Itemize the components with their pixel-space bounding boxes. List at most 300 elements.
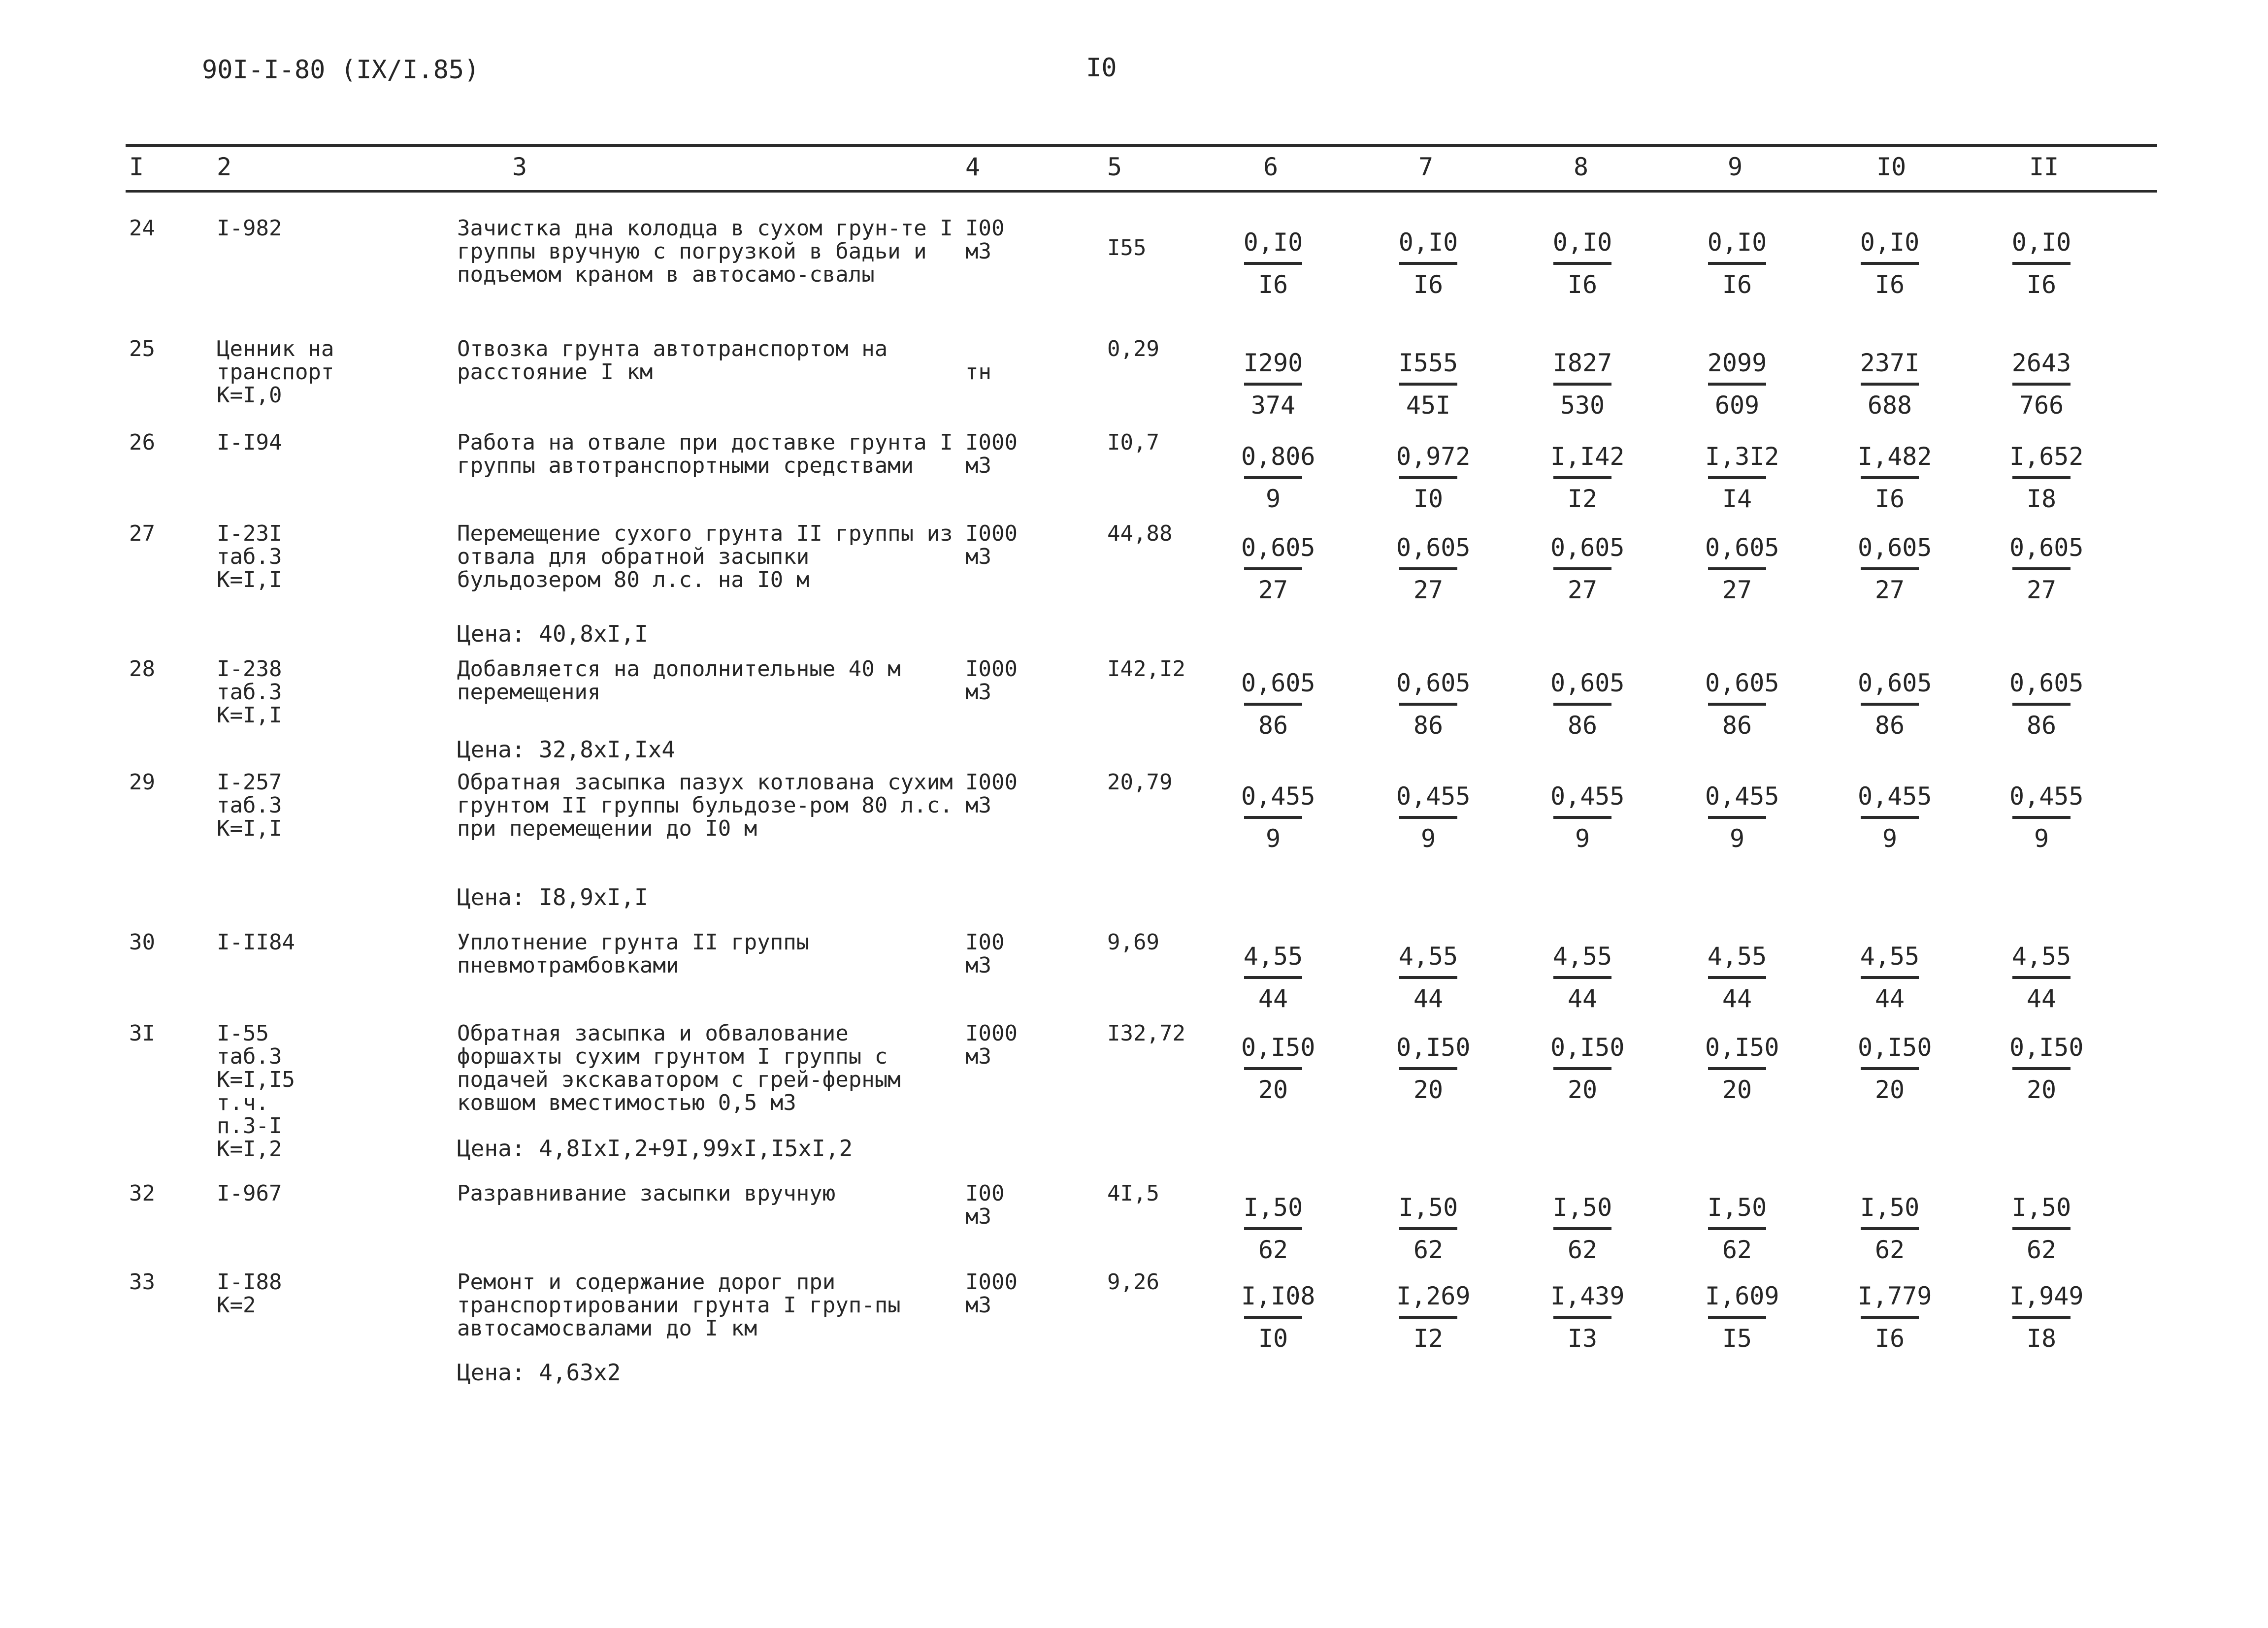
- fraction-value: [1241, 533, 1315, 604]
- fraction-denominator: 44: [1722, 984, 1752, 1013]
- fraction-numerator: 4,55: [1552, 942, 1612, 971]
- fraction-bar: [1244, 1227, 1302, 1230]
- norm-code: I-I88 К=2: [217, 1270, 282, 1318]
- fraction-numerator: I,609: [1705, 1282, 1779, 1310]
- fraction-numerator: 0,605: [1550, 533, 1625, 562]
- fraction-numerator: 0,605: [1705, 669, 1779, 697]
- fraction-value: [1396, 349, 1460, 419]
- fraction-bar: [1244, 476, 1302, 479]
- fraction-numerator: 0,605: [1858, 669, 1932, 697]
- fraction-value: [1241, 442, 1315, 513]
- fraction-denominator: 9: [1729, 824, 1745, 853]
- price-note: Цена: 40,8хI,I: [457, 620, 648, 647]
- fraction-value: [1705, 442, 1779, 513]
- fraction-value: [2009, 349, 2073, 419]
- fraction-numerator: 0,I0: [1707, 228, 1767, 257]
- fraction-denominator: 86: [2026, 711, 2057, 740]
- fraction-numerator: 0,605: [1396, 533, 1471, 562]
- column-header: 3: [512, 153, 527, 181]
- column-header: 9: [1728, 153, 1743, 181]
- unit: I000 м3: [965, 770, 1018, 818]
- unit: I00 м3: [965, 930, 1005, 978]
- column-header: 2: [217, 153, 232, 181]
- fraction-bar: [1708, 1316, 1766, 1319]
- fraction-value: [1705, 349, 1769, 419]
- fraction-value: [1705, 533, 1779, 604]
- fraction-numerator: 0,I50: [2009, 1033, 2084, 1062]
- fraction-numerator: 0,455: [1705, 782, 1779, 811]
- column-header: 4: [965, 153, 981, 181]
- fraction-value: [1705, 1033, 1779, 1104]
- fraction-denominator: 62: [1567, 1236, 1598, 1264]
- price-note: Цена: 4,8IхI,2+9I,99хI,I5хI,2: [457, 1135, 853, 1162]
- fraction-denominator: 20: [1258, 1075, 1288, 1104]
- row-number: 32: [129, 1181, 155, 1206]
- fraction-value: [1705, 1282, 1779, 1353]
- fraction-denominator: 86: [1874, 711, 1905, 740]
- fraction-value: [1705, 1194, 1769, 1264]
- fraction-value: [1550, 349, 1614, 419]
- column-header: 5: [1107, 153, 1122, 181]
- fraction-value: [1396, 228, 1460, 298]
- fraction-value: [1550, 533, 1625, 604]
- norm-code: I-23I таб.3 К=I,I: [217, 521, 282, 592]
- fraction-denominator: 44: [2026, 984, 2057, 1013]
- fraction-numerator: 0,I50: [1241, 1033, 1315, 1062]
- fraction-denominator: 20: [1413, 1075, 1444, 1104]
- fraction-numerator: I,439: [1550, 1282, 1625, 1310]
- fraction-value: [1241, 1282, 1315, 1353]
- fraction-bar: [1708, 262, 1766, 265]
- fraction-numerator: 237I: [1860, 349, 1920, 377]
- fraction-bar: [1244, 383, 1302, 386]
- fraction-denominator: 86: [1722, 711, 1752, 740]
- fraction-numerator: 0,I0: [1398, 228, 1458, 257]
- fraction-bar: [1244, 976, 1302, 979]
- fraction-bar: [1399, 1316, 1457, 1319]
- fraction-numerator: I,269: [1396, 1282, 1471, 1310]
- fraction-numerator: 0,I0: [1552, 228, 1612, 257]
- column-header: 8: [1574, 153, 1589, 181]
- fraction-bar: [2012, 703, 2071, 706]
- fraction-bar: [1244, 1067, 1302, 1070]
- fraction-bar: [1861, 1067, 1919, 1070]
- column-header: II: [2029, 153, 2059, 181]
- fraction-value: [1858, 1194, 1922, 1264]
- fraction-denominator: 9: [1575, 824, 1590, 853]
- fraction-value: [1550, 669, 1625, 740]
- work-description: Обратная засыпка и обвалование форшахты сухим грунтом I группы с подачей экскаватором с грей-ферным ковшом вместимостью 0,5 м3: [457, 1021, 901, 1115]
- work-description: Отвозка грунта автотранспортом на расстояние I км: [457, 336, 888, 385]
- norm-code: I-982: [217, 216, 282, 241]
- fraction-denominator: 62: [1722, 1236, 1752, 1264]
- norm-code: I-967: [217, 1181, 282, 1206]
- fraction-bar: [1553, 383, 1611, 386]
- fraction-value: [1396, 442, 1471, 513]
- fraction-bar: [1553, 1227, 1611, 1230]
- fraction-numerator: 0,605: [1705, 533, 1779, 562]
- fraction-numerator: 2643: [2011, 349, 2071, 377]
- fraction-numerator: I290: [1243, 349, 1303, 377]
- fraction-bar: [1553, 476, 1611, 479]
- fraction-bar: [2012, 1227, 2071, 1230]
- row-number: 3I: [129, 1021, 155, 1046]
- fraction-bar: [2012, 1316, 2071, 1319]
- fraction-bar: [1244, 816, 1302, 819]
- fraction-denominator: I6: [1567, 270, 1598, 299]
- fraction-value: [1241, 782, 1315, 853]
- fraction-bar: [1861, 1316, 1919, 1319]
- fraction-bar: [1244, 1316, 1302, 1319]
- fraction-denominator: 27: [1413, 576, 1444, 604]
- unit: I00 м3: [965, 216, 1005, 264]
- fraction-bar: [1861, 1227, 1919, 1230]
- norm-code: I-257 таб.3 К=I,I: [217, 770, 282, 841]
- fraction-denominator: 766: [2019, 391, 2064, 420]
- unit: I000 м3: [965, 1021, 1018, 1069]
- fraction-bar: [1399, 816, 1457, 819]
- fraction-bar: [1861, 476, 1919, 479]
- quantity: 0,29: [1107, 336, 1159, 361]
- quantity: 9,69: [1107, 930, 1159, 955]
- fraction-bar: [2012, 976, 2071, 979]
- fraction-numerator: I,50: [1707, 1193, 1767, 1222]
- norm-code: I-238 таб.3 К=I,I: [217, 656, 282, 728]
- fraction-numerator: I,652: [2009, 442, 2084, 471]
- fraction-numerator: 0,455: [2009, 782, 2084, 811]
- row-number: 25: [129, 336, 155, 361]
- quantity: I55: [1107, 235, 1147, 260]
- fraction-bar: [2012, 383, 2071, 386]
- fraction-denominator: 9: [2034, 824, 2049, 853]
- fraction-denominator: 20: [1874, 1075, 1905, 1104]
- price-note: Цена: 32,8хI,Iх4: [457, 736, 676, 763]
- fraction-value: [2009, 228, 2073, 298]
- fraction-value: [1396, 782, 1471, 853]
- fraction-numerator: 0,I0: [2011, 228, 2071, 257]
- fraction-bar: [1553, 816, 1611, 819]
- fraction-value: [1550, 442, 1625, 513]
- fraction-numerator: I,50: [1552, 1193, 1612, 1222]
- fraction-bar: [2012, 476, 2071, 479]
- fraction-value: [1858, 1282, 1932, 1353]
- fraction-numerator: 0,455: [1396, 782, 1471, 811]
- fraction-bar: [1399, 567, 1457, 570]
- fraction-numerator: 4,55: [1707, 942, 1767, 971]
- column-header: 7: [1418, 153, 1434, 181]
- fraction-bar: [1708, 476, 1766, 479]
- fraction-denominator: 45I: [1406, 391, 1451, 420]
- fraction-bar: [1708, 1067, 1766, 1070]
- fraction-value: [1858, 349, 1922, 419]
- fraction-numerator: 0,I0: [1243, 228, 1303, 257]
- fraction-bar: [1244, 262, 1302, 265]
- fraction-bar: [1399, 1067, 1457, 1070]
- fraction-value: [1705, 782, 1779, 853]
- fraction-numerator: 4,55: [1860, 942, 1920, 971]
- fraction-numerator: I,50: [1398, 1193, 1458, 1222]
- fraction-denominator: 86: [1258, 711, 1288, 740]
- fraction-denominator: 20: [2026, 1075, 2057, 1104]
- document-code: 90I-I-80 (IX/I.85): [202, 55, 480, 85]
- work-description: Уплотнение грунта II группы пневмотрамбовками: [457, 930, 810, 978]
- fraction-bar: [1861, 262, 1919, 265]
- fraction-denominator: I6: [1874, 485, 1905, 513]
- fraction-denominator: 27: [1722, 576, 1752, 604]
- fraction-bar: [2012, 262, 2071, 265]
- fraction-bar: [1861, 383, 1919, 386]
- fraction-numerator: 0,I50: [1396, 1033, 1471, 1062]
- fraction-bar: [1708, 567, 1766, 570]
- fraction-value: [2009, 943, 2073, 1012]
- fraction-bar: [1861, 976, 1919, 979]
- row-number: 29: [129, 770, 155, 795]
- fraction-value: [1858, 669, 1932, 740]
- unit: I000 м3: [965, 430, 1018, 478]
- fraction-numerator: 0,605: [1858, 533, 1932, 562]
- fraction-denominator: 688: [1867, 391, 1912, 420]
- fraction-numerator: 2099: [1707, 349, 1767, 377]
- fraction-numerator: I555: [1398, 349, 1458, 377]
- fraction-denominator: 609: [1714, 391, 1760, 420]
- fraction-bar: [1244, 703, 1302, 706]
- fraction-bar: [1861, 816, 1919, 819]
- fraction-numerator: 0,605: [1396, 669, 1471, 697]
- fraction-numerator: I,482: [1858, 442, 1932, 471]
- unit: I000 м3: [965, 656, 1018, 705]
- fraction-bar: [1708, 383, 1766, 386]
- quantity: I32,72: [1107, 1021, 1185, 1046]
- fraction-value: [1705, 669, 1779, 740]
- fraction-numerator: I,949: [2009, 1282, 2084, 1310]
- price-note: Цена: I8,9хI,I: [457, 884, 648, 911]
- fraction-numerator: 4,55: [2011, 942, 2071, 971]
- fraction-denominator: 44: [1258, 984, 1288, 1013]
- fraction-bar: [1399, 476, 1457, 479]
- fraction-numerator: 0,605: [1550, 669, 1625, 697]
- fraction-value: [1396, 1282, 1471, 1353]
- fraction-numerator: I,I42: [1550, 442, 1625, 471]
- fraction-numerator: 0,I50: [1550, 1033, 1625, 1062]
- fraction-bar: [1399, 976, 1457, 979]
- fraction-numerator: 0,455: [1241, 782, 1315, 811]
- fraction-denominator: I8: [2026, 485, 2057, 513]
- fraction-value: [1550, 782, 1625, 853]
- fraction-value: [1396, 669, 1471, 740]
- fraction-denominator: I6: [1413, 270, 1444, 299]
- page-number: I0: [1086, 53, 1117, 83]
- fraction-value: [1858, 442, 1932, 513]
- norm-code: I-I94: [217, 430, 282, 455]
- fraction-numerator: 4,55: [1398, 942, 1458, 971]
- fraction-value: [2009, 442, 2084, 513]
- fraction-denominator: 44: [1874, 984, 1905, 1013]
- column-header: 6: [1263, 153, 1279, 181]
- header-rule-bottom: [126, 190, 2157, 193]
- fraction-bar: [1708, 976, 1766, 979]
- fraction-numerator: 0,I0: [1860, 228, 1920, 257]
- fraction-numerator: I,I08: [1241, 1282, 1315, 1310]
- unit: тн: [965, 359, 991, 385]
- row-number: 27: [129, 521, 155, 546]
- work-description: Работа на отвале при доставке грунта I группы автотранспортными средствами: [457, 430, 953, 478]
- fraction-value: [1858, 533, 1932, 604]
- fraction-bar: [1244, 567, 1302, 570]
- fraction-bar: [1553, 703, 1611, 706]
- fraction-value: [2009, 669, 2084, 740]
- unit: I000 м3: [965, 1270, 1018, 1318]
- quantity: 44,88: [1107, 521, 1173, 546]
- work-description: Зачистка дна колодца в сухом грун-те I группы вручную с погрузкой в бадьи и подъемом краном в автосамо-свалы: [457, 216, 953, 287]
- fraction-value: [1241, 1033, 1315, 1104]
- fraction-value: [2009, 533, 2084, 604]
- fraction-numerator: 0,605: [1241, 533, 1315, 562]
- fraction-denominator: I6: [1722, 270, 1752, 299]
- fraction-numerator: 0,455: [1550, 782, 1625, 811]
- fraction-bar: [1399, 1227, 1457, 1230]
- row-number: 26: [129, 430, 155, 455]
- fraction-numerator: 4,55: [1243, 942, 1303, 971]
- fraction-denominator: I2: [1567, 485, 1598, 513]
- fraction-denominator: I3: [1567, 1324, 1598, 1353]
- fraction-numerator: I,50: [2011, 1193, 2071, 1222]
- fraction-denominator: I8: [2026, 1324, 2057, 1353]
- quantity: 4I,5: [1107, 1181, 1159, 1206]
- fraction-bar: [1553, 262, 1611, 265]
- fraction-value: [1858, 228, 1922, 298]
- fraction-numerator: I,50: [1860, 1193, 1920, 1222]
- fraction-numerator: 0,I50: [1858, 1033, 1932, 1062]
- fraction-numerator: 0,806: [1241, 442, 1315, 471]
- fraction-denominator: I0: [1413, 485, 1444, 513]
- fraction-value: [2009, 1282, 2084, 1353]
- fraction-bar: [1861, 703, 1919, 706]
- fraction-denominator: I5: [1722, 1324, 1752, 1353]
- fraction-denominator: I0: [1258, 1324, 1288, 1353]
- fraction-denominator: 27: [1258, 576, 1288, 604]
- column-header: I0: [1876, 153, 1906, 181]
- fraction-value: [1858, 1033, 1932, 1104]
- unit: I000 м3: [965, 521, 1018, 569]
- fraction-denominator: I6: [1874, 270, 1905, 299]
- row-number: 33: [129, 1270, 155, 1295]
- fraction-value: [1396, 533, 1471, 604]
- norm-code: Ценник на транспорт К=I,0: [217, 336, 334, 408]
- work-description: Ремонт и содержание дорог при транспортировании грунта I груп-пы автосамосвалами до I км: [457, 1270, 901, 1341]
- fraction-numerator: 0,972: [1396, 442, 1471, 471]
- fraction-bar: [2012, 567, 2071, 570]
- fraction-denominator: 9: [1265, 485, 1281, 513]
- quantity: 9,26: [1107, 1270, 1159, 1295]
- fraction-value: [1396, 1033, 1471, 1104]
- fraction-numerator: 0,I50: [1705, 1033, 1779, 1062]
- fraction-denominator: 27: [2026, 576, 2057, 604]
- fraction-value: [2009, 1194, 2073, 1264]
- fraction-bar: [1708, 703, 1766, 706]
- fraction-bar: [2012, 816, 2071, 819]
- fraction-value: [1241, 349, 1305, 419]
- fraction-numerator: 0,605: [2009, 669, 2084, 697]
- fraction-value: [1396, 943, 1460, 1012]
- fraction-numerator: 0,605: [2009, 533, 2084, 562]
- fraction-value: [1858, 943, 1922, 1012]
- fraction-numerator: 0,605: [1241, 669, 1315, 697]
- fraction-numerator: I827: [1552, 349, 1612, 377]
- fraction-bar: [1399, 703, 1457, 706]
- fraction-denominator: 62: [1413, 1236, 1444, 1264]
- fraction-denominator: 20: [1567, 1075, 1598, 1104]
- fraction-bar: [1553, 567, 1611, 570]
- fraction-denominator: I6: [1258, 270, 1288, 299]
- fraction-denominator: 62: [1874, 1236, 1905, 1264]
- quantity: I42,I2: [1107, 656, 1185, 682]
- fraction-bar: [1399, 262, 1457, 265]
- fraction-denominator: 86: [1567, 711, 1598, 740]
- fraction-numerator: I,50: [1243, 1193, 1303, 1222]
- fraction-numerator: I,779: [1858, 1282, 1932, 1310]
- quantity: 20,79: [1107, 770, 1173, 795]
- work-description: Обратная засыпка пазух котлована сухим грунтом II группы бульдозе-ром 80 л.с. при перемещении до I0 м: [457, 770, 953, 841]
- fraction-value: [1241, 943, 1305, 1012]
- fraction-bar: [1553, 1067, 1611, 1070]
- norm-code: I-II84: [217, 930, 295, 955]
- fraction-value: [2009, 1033, 2084, 1104]
- fraction-denominator: 44: [1413, 984, 1444, 1013]
- fraction-bar: [2012, 1067, 2071, 1070]
- fraction-value: [2009, 782, 2084, 853]
- fraction-bar: [1708, 816, 1766, 819]
- fraction-denominator: 86: [1413, 711, 1444, 740]
- fraction-denominator: 27: [1567, 576, 1598, 604]
- fraction-denominator: 62: [2026, 1236, 2057, 1264]
- work-description: Перемещение сухого грунта II группы из отвала для обратной засыпки бульдозером 80 л.с. на I0 м: [457, 521, 953, 592]
- fraction-value: [1241, 1194, 1305, 1264]
- fraction-bar: [1708, 1227, 1766, 1230]
- fraction-value: [1396, 1194, 1460, 1264]
- fraction-numerator: I,3I2: [1705, 442, 1779, 471]
- fraction-value: [1705, 228, 1769, 298]
- fraction-value: [1550, 228, 1614, 298]
- fraction-denominator: 374: [1250, 391, 1296, 420]
- fraction-value: [1550, 1194, 1614, 1264]
- fraction-bar: [1399, 383, 1457, 386]
- norm-code: I-55 таб.3 К=I,I5 т.ч. п.3-I К=I,2: [217, 1021, 295, 1162]
- fraction-denominator: 62: [1258, 1236, 1288, 1264]
- row-number: 28: [129, 656, 155, 682]
- fraction-denominator: 9: [1882, 824, 1898, 853]
- fraction-denominator: 9: [1265, 824, 1281, 853]
- column-header-row: [0, 148, 2059, 187]
- fraction-value: [1705, 943, 1769, 1012]
- fraction-value: [1241, 228, 1305, 298]
- fraction-denominator: I6: [1874, 1324, 1905, 1353]
- fraction-denominator: 27: [1874, 576, 1905, 604]
- fraction-value: [1241, 669, 1315, 740]
- fraction-bar: [1553, 976, 1611, 979]
- fraction-numerator: 0,455: [1858, 782, 1932, 811]
- fraction-bar: [1553, 1316, 1611, 1319]
- fraction-denominator: 530: [1560, 391, 1605, 420]
- fraction-bar: [1861, 567, 1919, 570]
- fraction-denominator: I6: [2026, 270, 2057, 299]
- fraction-denominator: 44: [1567, 984, 1598, 1013]
- fraction-value: [1550, 1282, 1625, 1353]
- row-number: 30: [129, 930, 155, 955]
- price-note: Цена: 4,63х2: [457, 1359, 621, 1386]
- header-rule-top: [126, 144, 2157, 147]
- work-description: Добавляется на дополнительные 40 м перемещения: [457, 656, 901, 705]
- quantity: I0,7: [1107, 430, 1159, 455]
